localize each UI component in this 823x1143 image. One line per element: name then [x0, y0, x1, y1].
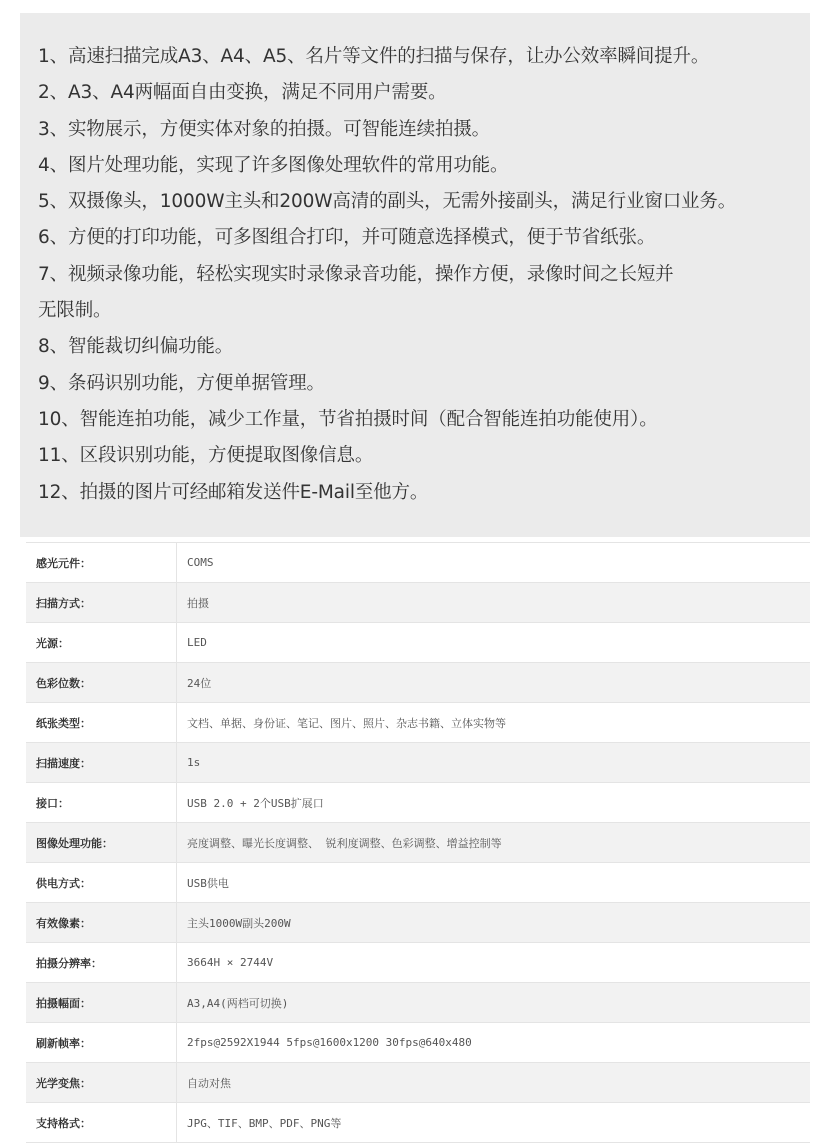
- table-row: [26, 1023, 810, 1063]
- feature-item: [38, 257, 810, 330]
- spec-value: USB供电: [177, 863, 811, 903]
- spec-label: 接口：: [26, 783, 177, 823]
- table-row: [26, 1063, 810, 1103]
- spec-value: 文档、单据、身份证、笔记、图片、照片、杂志书籍、立体实物等: [177, 703, 811, 743]
- feature-item: 6、方便的打印功能，可多图组合打印，并可随意选择模式，便于节省纸张。: [38, 227, 656, 249]
- feature-item: 9、条码识别功能，方便单据管理。: [38, 372, 325, 394]
- feature-line-continuation: 无限制。: [38, 300, 112, 322]
- table-row: [26, 543, 810, 583]
- table-row: [26, 743, 810, 783]
- spec-label: 感光元件：: [26, 543, 177, 583]
- spec-label: 光源：: [26, 623, 177, 663]
- spec-label: 刷新帧率：: [26, 1023, 177, 1063]
- feature-item: 2、A3、A4两幅面自由变换，满足不同用户需要。: [38, 82, 447, 104]
- spec-label: 扫描速度：: [26, 743, 177, 783]
- table-row: [26, 983, 810, 1023]
- spec-value: COMS: [177, 543, 811, 583]
- spec-value: 拍摄: [177, 583, 811, 623]
- spec-value: 主头1000W副头200W: [177, 903, 811, 943]
- spec-label: 色彩位数：: [26, 663, 177, 703]
- feature-item: 12、拍摄的图片可经邮箱发送件E-Mail至他方。: [38, 481, 429, 503]
- feature-item: 3、实物展示，方便实体对象的拍摄。可智能连续拍摄。: [38, 118, 491, 140]
- spec-value: A3,A4(两档可切换): [177, 983, 811, 1023]
- feature-list: [38, 39, 810, 511]
- table-row: [26, 903, 810, 943]
- feature-item: 5、双摄像头，1000W主头和200W高清的副头，无需外接副头，满足行业窗口业务。: [38, 191, 737, 213]
- spec-value: USB 2.0 + 2个USB扩展口: [177, 783, 811, 823]
- spec-value: 3664H × 2744V: [177, 943, 811, 983]
- feature-item: 10、智能连拍功能，减少工作量，节省拍摄时间（配合智能连拍功能使用）。: [38, 408, 658, 430]
- spec-label: 图像处理功能：: [26, 823, 177, 863]
- spec-label: 扫描方式：: [26, 583, 177, 623]
- spec-value: 自动对焦: [177, 1063, 811, 1103]
- table-row: [26, 1103, 810, 1143]
- spec-label: 支持格式：: [26, 1103, 177, 1143]
- table-row: [26, 623, 810, 663]
- table-row: [26, 863, 810, 903]
- spec-label: 纸张类型：: [26, 703, 177, 743]
- table-row: [26, 823, 810, 863]
- table-row: [26, 783, 810, 823]
- spec-value: JPG、TIF、BMP、PDF、PNG等: [177, 1103, 811, 1143]
- spec-value: 亮度调整、曝光长度调整、 锐利度调整、色彩调整、增益控制等: [177, 823, 811, 863]
- table-row: [26, 663, 810, 703]
- feature-line: 7、视频录像功能，轻松实现实时录像录音功能，操作方便，录像时间之长短并: [38, 263, 674, 285]
- spec-value: LED: [177, 623, 811, 663]
- spec-value: 2fps@2592X1944 5fps@1600x1200 30fps@640x480: [177, 1023, 811, 1063]
- features-panel: [20, 13, 810, 537]
- feature-item: 11、区段识别功能，方便提取图像信息。: [38, 445, 374, 467]
- feature-item: 4、图片处理功能，实现了许多图像处理软件的常用功能。: [38, 154, 509, 176]
- feature-item: 1、高速扫描完成A3、A4、A5、名片等文件的扫描与保存，让办公效率瞬间提升。: [38, 46, 710, 67]
- table-row: [26, 943, 810, 983]
- spec-label: 有效像素：: [26, 903, 177, 943]
- table-row: [26, 703, 810, 743]
- spec-value: 1s: [177, 743, 811, 783]
- table-row: [26, 583, 810, 623]
- feature-item: 8、智能裁切纠偏功能。: [38, 336, 234, 358]
- spec-label: 供电方式：: [26, 863, 177, 903]
- spec-label: 拍摄分辨率：: [26, 943, 177, 983]
- spec-value: 24位: [177, 663, 811, 703]
- spec-table: [26, 542, 810, 1143]
- spec-label: 拍摄幅面：: [26, 983, 177, 1023]
- spec-label: 光学变焦：: [26, 1063, 177, 1103]
